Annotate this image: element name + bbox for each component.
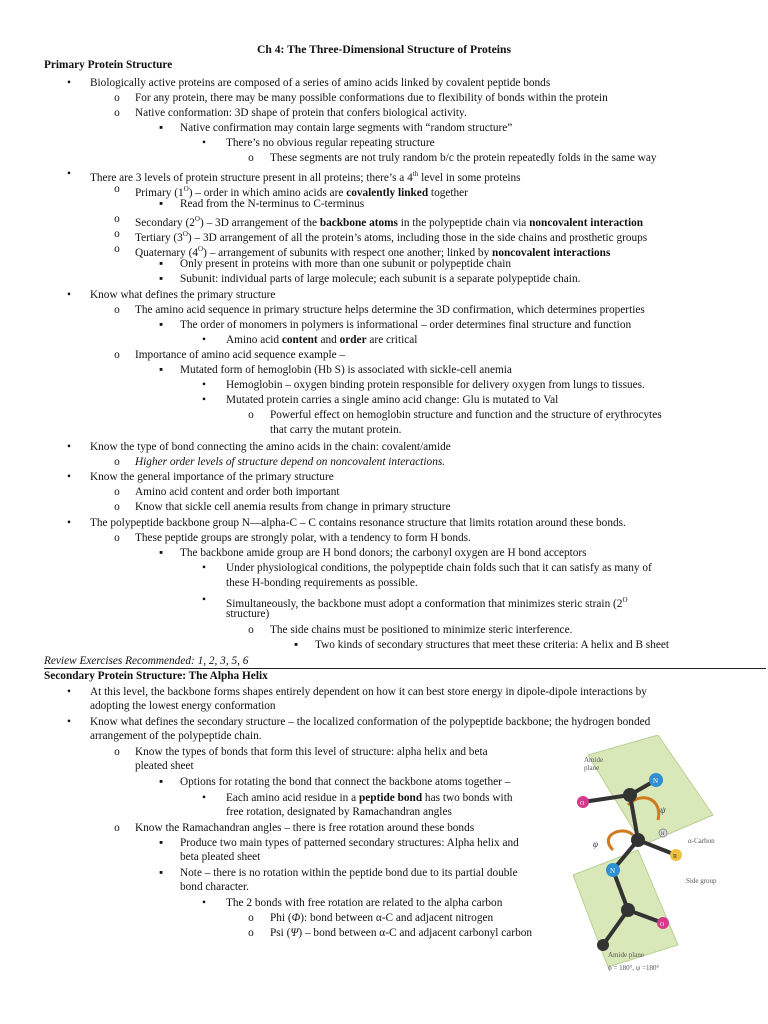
list-item: Know that sickle cell anemia results from change in primary structure xyxy=(135,501,451,513)
list-item: Higher order levels of structure depend on noncovalent interactions. xyxy=(135,456,446,468)
circle-bullet-icon: o xyxy=(248,624,254,636)
square-bullet-icon: ▪ xyxy=(158,837,163,849)
list-item: Importance of amino acid sequence example – xyxy=(135,349,346,361)
list-item: Secondary $(2^O) - 3D$ arrangement of the backbone atoms in the polypeptide chain via noncovalent interaction xyxy=(135,215,644,229)
circle-bullet-icon: o xyxy=(114,107,120,119)
list-item: Know the types of bonds that form this level of structure: alpha helix and beta xyxy=(135,746,488,758)
square-bullet-icon: ▪ xyxy=(158,122,163,134)
list-item: There’s no obvious regular repeating structure xyxy=(226,137,435,149)
label-nitrogen-2: N xyxy=(610,867,616,875)
bullet-icon: • xyxy=(67,471,71,483)
amide-plane-top xyxy=(588,735,713,845)
label-amide-plane-bottom: Amide plane xyxy=(608,951,644,959)
bullet-icon: • xyxy=(67,168,71,180)
list-item: Note – there is no rotation within the peptide bond due to its partial double xyxy=(180,867,518,879)
circle-bullet-icon: o xyxy=(114,822,120,834)
list-item: These segments are not truly random b/c the protein repeatedly folds in the same way xyxy=(270,152,657,164)
list-item: Subunit: individual parts of large molecule; each subunit is a separate polypeptide chain. xyxy=(180,273,581,285)
label-phi: φ xyxy=(593,839,598,849)
list-item: Tertiary $(3^O) - 3D$ arrangement of all the protein’s atoms, including those in the side chains and prosthetic groups xyxy=(135,230,648,244)
list-item: Native confirmation may contain large segments with “random structure” xyxy=(180,122,513,134)
bullet-icon: • xyxy=(202,792,206,804)
square-bullet-icon: ▪ xyxy=(293,639,298,651)
list-item: Mutated protein carries a single amino acid change: Glu is mutated to Val xyxy=(226,394,559,406)
page-title: Ch 4: The Three-Dimensional Structure of Proteins xyxy=(257,43,511,56)
list-item: Amino acid content and order are critical xyxy=(226,334,418,346)
square-bullet-icon: ▪ xyxy=(158,364,163,376)
list-item: Two kinds of secondary structures that meet these criteria: A helix and B sheet xyxy=(315,639,670,651)
circle-bullet-icon: o xyxy=(114,213,120,225)
alpha-carbon-atom-icon xyxy=(631,833,645,847)
label-oxygen-2: O xyxy=(660,922,665,928)
square-bullet-icon: ▪ xyxy=(158,867,163,879)
label-angles: ϕ = 180°, ψ =180° xyxy=(608,964,660,972)
list-item: The amino acid sequence in primary structure helps determine the 3D confirmation, which determines properties xyxy=(135,304,645,316)
circle-bullet-icon: o xyxy=(248,409,254,421)
list-item-continuation: adopting the lowest energy conformation xyxy=(90,700,276,712)
list-item: Know what defines the secondary structure – the localized conformation of the polypeptide backbone; the hydrogen bonded xyxy=(90,716,651,728)
bullet-icon: • xyxy=(67,716,71,728)
list-item-continuation: free rotation, designated by Ramachandran angles xyxy=(226,806,452,818)
list-item: Phi (Φ): bond between α-C and adjacent nitrogen xyxy=(270,912,494,924)
circle-bullet-icon: o xyxy=(114,746,120,758)
list-item-continuation: arrangement of the polypeptide chain. xyxy=(90,730,262,742)
list-item: Hemoglobin – oxygen binding protein responsible for delivery oxygen from lungs to tissues. xyxy=(226,379,645,391)
list-item: The 2 bonds with free rotation are related to the alpha carbon xyxy=(226,897,503,909)
label-hydrogen: H xyxy=(661,832,665,837)
bullet-icon: • xyxy=(202,137,206,149)
carbon-atom-icon xyxy=(621,903,635,917)
list-item: Amino acid content and order both important xyxy=(135,486,340,498)
list-item: Simultaneously, the backbone must adopt a conformation that minimizes steric strain ($2^O$ xyxy=(226,596,628,610)
review-exercises: Review Exercises Recommended: 1, 2, 3, 5, 6 xyxy=(44,655,249,667)
circle-bullet-icon: o xyxy=(114,243,120,255)
square-bullet-icon: ▪ xyxy=(158,258,163,270)
list-item: Options for rotating the bond that connect the backbone atoms together – xyxy=(180,776,511,788)
list-item: Mutated form of hemoglobin (Hb S) is associated with sickle-cell anemia xyxy=(180,364,512,376)
list-item: Know the type of bond connecting the amino acids in the chain: covalent/amide xyxy=(90,441,451,453)
list-item: There are 3 levels of protein structure present in all proteins; there’s a 4th level in some proteins xyxy=(90,170,521,184)
list-item: Know the general importance of the primary structure xyxy=(90,471,334,483)
label-nitrogen: N xyxy=(653,777,659,785)
section-heading-primary: Primary Protein Structure xyxy=(44,59,173,71)
label-alpha-carbon: α-Carbon xyxy=(688,837,715,845)
list-item: Native conformation: 3D shape of protein that confers biological activity. xyxy=(135,107,467,119)
amide-plane-figure xyxy=(568,735,718,975)
bullet-icon: • xyxy=(202,897,206,909)
label-oxygen: O xyxy=(580,801,585,807)
square-bullet-icon: ▪ xyxy=(158,319,163,331)
list-item: The polypeptide backbone group N—alpha-C – C contains resonance structure that limits rotation around these bonds. xyxy=(90,517,626,529)
circle-bullet-icon: o xyxy=(248,927,254,939)
square-bullet-icon: ▪ xyxy=(158,547,163,559)
circle-bullet-icon: o xyxy=(114,501,120,513)
square-bullet-icon: ▪ xyxy=(158,776,163,788)
circle-bullet-icon: o xyxy=(114,456,120,468)
list-item: Produce two main types of patterned secondary structures: Alpha helix and xyxy=(180,837,519,849)
carbon-atom-icon xyxy=(597,939,609,951)
list-item: Know what defines the primary structure xyxy=(90,289,276,301)
bullet-icon: • xyxy=(202,334,206,346)
bullet-icon: • xyxy=(202,379,206,391)
list-item: The backbone amide group are H bond donors; the carbonyl oxygen are H bond acceptors xyxy=(180,547,587,559)
label-side-group-r: R xyxy=(673,854,678,860)
circle-bullet-icon: o xyxy=(114,92,120,104)
list-item: The side chains must be positioned to minimize steric interference. xyxy=(270,624,573,636)
list-item: Quaternary $(4^O)$ – arrangement of subunits with respect one another; linked by noncovalent interactions xyxy=(135,245,611,259)
list-item: Primary $(1^O)$ – order in which amino acids are covalently linked together xyxy=(135,185,468,199)
carbon-atom-icon xyxy=(623,788,637,802)
square-bullet-icon: ▪ xyxy=(158,273,163,285)
list-item: Biologically active proteins are composed of a series of amino acids linked by covalent peptide bonds xyxy=(90,77,551,89)
bullet-icon: • xyxy=(67,441,71,453)
list-item: For any protein, there may be many possible conformations due to flexibility of bonds within the protein xyxy=(135,92,608,104)
list-item-continuation: these H-bonding requirements as possible. xyxy=(226,577,418,589)
list-item: Each amino acid residue in a peptide bond has two bonds with xyxy=(226,792,513,804)
bullet-icon: • xyxy=(202,594,206,606)
circle-bullet-icon: o xyxy=(114,228,120,240)
list-item: Read from the N-terminus to C-terminus xyxy=(180,198,365,210)
list-item-continuation: structure) xyxy=(226,608,270,620)
circle-bullet-icon: o xyxy=(114,486,120,498)
bullet-icon: • xyxy=(67,517,71,529)
list-item-continuation: pleated sheet xyxy=(135,760,194,772)
list-item: Powerful effect on hemoglobin structure and function and the structure of erythrocytes xyxy=(270,409,662,421)
circle-bullet-icon: o xyxy=(114,532,120,544)
square-bullet-icon: ▪ xyxy=(158,198,163,210)
bullet-icon: • xyxy=(202,394,206,406)
bullet-icon: • xyxy=(202,562,206,574)
circle-bullet-icon: o xyxy=(248,152,254,164)
list-item-continuation: that carry the mutant protein. xyxy=(270,424,402,436)
list-item: Know the Ramachandran angles – there is free rotation around these bonds xyxy=(135,822,475,834)
circle-bullet-icon: o xyxy=(114,183,120,195)
section-heading-alpha-helix: Secondary Protein Structure: The Alpha Helix xyxy=(44,670,268,682)
circle-bullet-icon: o xyxy=(248,912,254,924)
circle-bullet-icon: o xyxy=(114,304,120,316)
list-item: At this level, the backbone forms shapes entirely dependent on how it can best store energy in dipole-dipole interactions by xyxy=(90,686,647,698)
label-psi: ψ xyxy=(660,805,666,815)
bullet-icon: • xyxy=(67,686,71,698)
list-item-continuation: beta pleated sheet xyxy=(180,851,261,863)
bullet-icon: • xyxy=(67,77,71,89)
list-item: These peptide groups are strongly polar, with a tendency to form H bonds. xyxy=(135,532,471,544)
list-item: Under physiological conditions, the polypeptide chain folds such that it can satisfy as many of xyxy=(226,562,652,574)
circle-bullet-icon: o xyxy=(114,349,120,361)
bullet-icon: • xyxy=(67,289,71,301)
label-side-group: Side group xyxy=(686,877,717,885)
phi-rotation-arrow xyxy=(608,831,633,850)
label-amide-plane-top-2: plane xyxy=(584,764,600,772)
list-item: Psi (Ψ) – bond between α-C and adjacent carbonyl carbon xyxy=(270,927,533,939)
label-amide-plane-top: Amide xyxy=(584,756,604,764)
list-item: The order of monomers in polymers is informational – order determines final structure and function xyxy=(180,319,632,331)
list-item: Only present in proteins with more than one subunit or polypeptide chain xyxy=(180,258,511,270)
list-item-continuation: bond character. xyxy=(180,881,250,893)
